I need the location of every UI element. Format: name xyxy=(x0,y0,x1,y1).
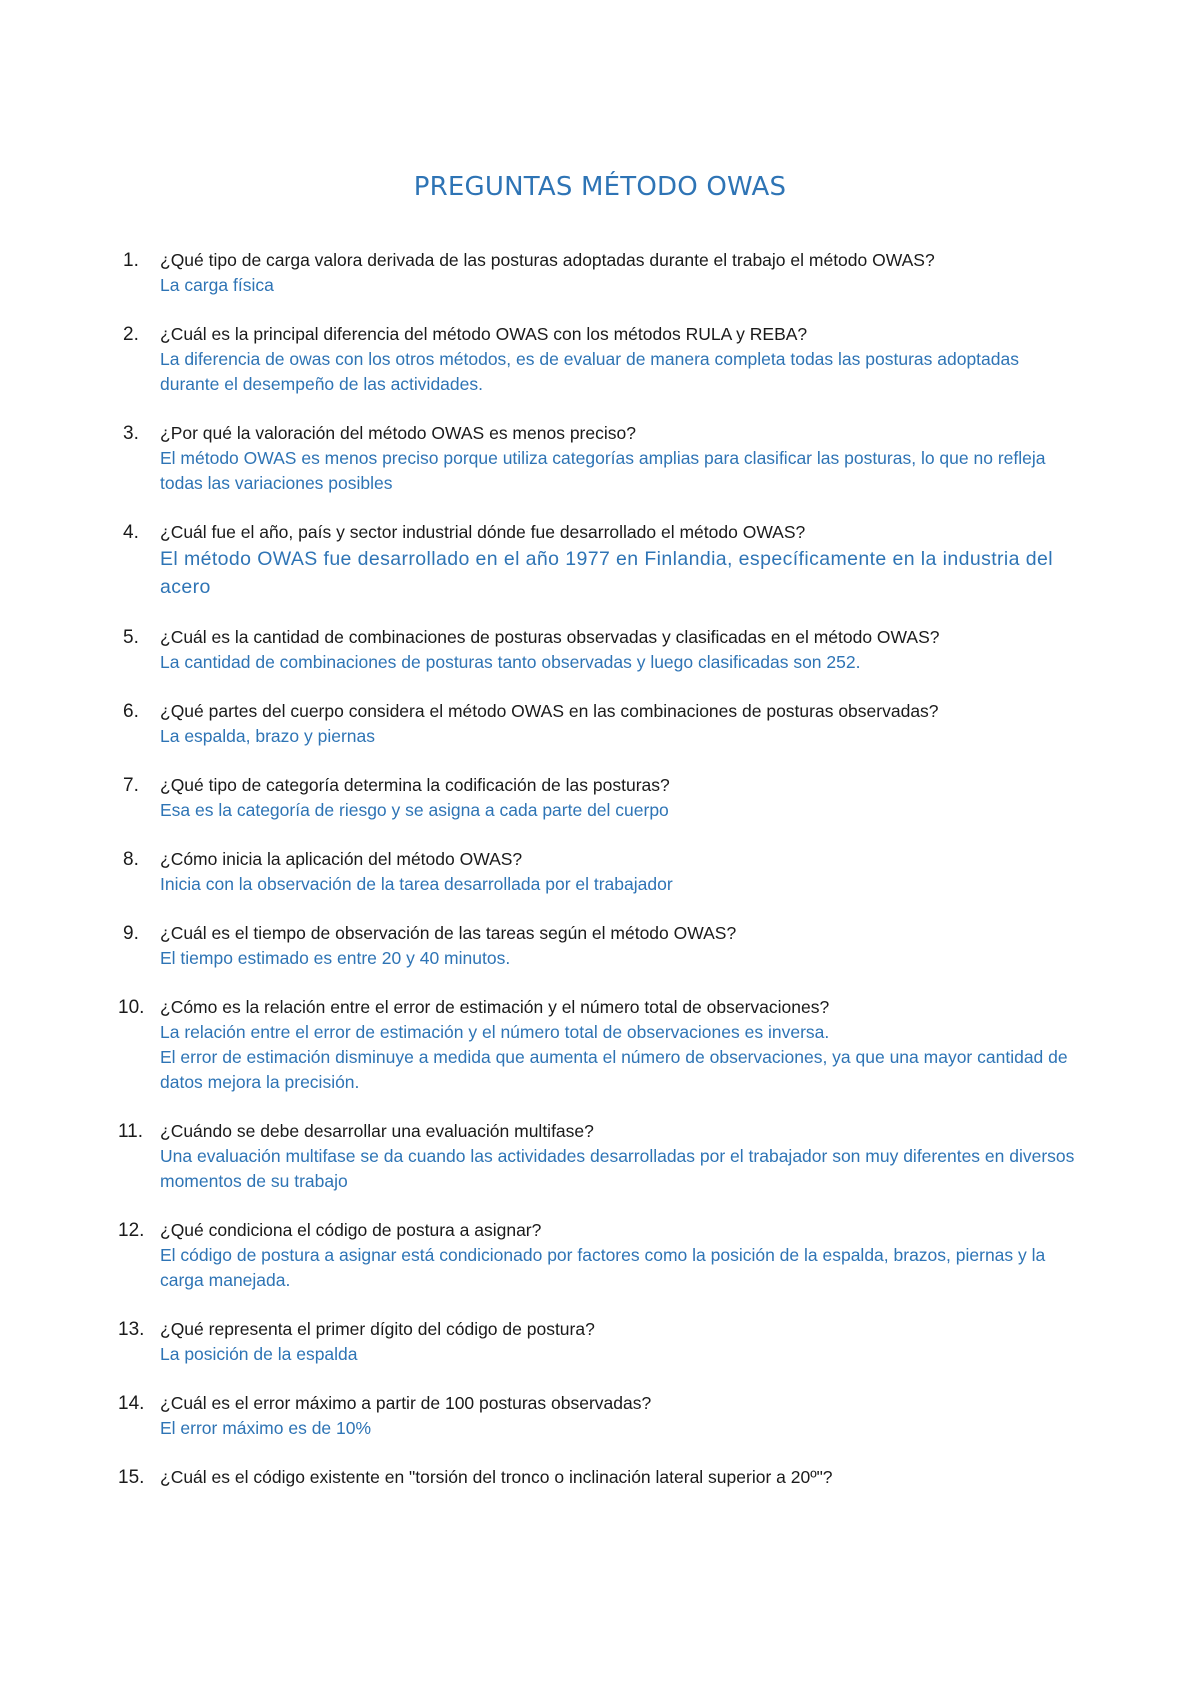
question-item-7 xyxy=(118,773,1078,823)
question-item-12 xyxy=(118,1218,1078,1293)
question-item-5 xyxy=(118,625,1078,675)
question-item-6 xyxy=(118,699,1078,749)
answer-text-continued: El error de estimación disminuye a medida que aumenta el número de observaciones, ya que una mayor cantidad de datos mejora la precisión. xyxy=(160,1047,1068,1092)
question-number: 8. xyxy=(123,849,139,870)
question-item-10 xyxy=(118,995,1078,1095)
question-number: 12. xyxy=(118,1220,145,1241)
answer-text: La cantidad de combinaciones de posturas tanto observadas y luego clasificadas son 252. xyxy=(160,652,861,672)
answer-text: Inicia con la observación de la tarea desarrollada por el trabajador xyxy=(160,874,673,894)
question-number: 9. xyxy=(123,923,139,944)
question-text: ¿Cuál fue el año, país y sector industrial dónde fue desarrollado el método OWAS? xyxy=(160,522,806,542)
answer-text: La relación entre el error de estimación y el número total de observaciones es inversa. xyxy=(160,1022,830,1042)
question-text: ¿Cuándo se debe desarrollar una evaluación multifase? xyxy=(160,1121,594,1141)
question-item-2 xyxy=(118,322,1078,397)
question-text: ¿Qué tipo de categoría determina la codificación de las posturas? xyxy=(160,775,670,795)
question-text: ¿Qué tipo de carga valora derivada de las posturas adoptadas durante el trabajo el método OWAS? xyxy=(160,250,935,270)
answer-text: El error máximo es de 10% xyxy=(160,1418,372,1438)
answer-text: La posición de la espalda xyxy=(160,1344,358,1364)
question-text: ¿Cómo inicia la aplicación del método OWAS? xyxy=(160,849,523,869)
question-text: ¿Qué partes del cuerpo considera el método OWAS en las combinaciones de posturas observadas? xyxy=(160,701,939,721)
answer-text: El tiempo estimado es entre 20 y 40 minutos. xyxy=(160,948,511,968)
question-number: 1. xyxy=(123,250,139,271)
question-text: ¿Qué condiciona el código de postura a asignar? xyxy=(160,1220,542,1240)
document-title: PREGUNTAS MÉTODO OWAS xyxy=(413,172,787,202)
question-number: 10. xyxy=(118,997,145,1018)
question-text: ¿Por qué la valoración del método OWAS es menos preciso? xyxy=(160,423,636,443)
question-number: 15. xyxy=(118,1467,145,1488)
question-number: 13. xyxy=(118,1319,145,1340)
question-number: 3. xyxy=(123,423,139,444)
question-item-3 xyxy=(118,421,1078,496)
question-item-9 xyxy=(118,921,1078,971)
question-number: 6. xyxy=(123,701,139,722)
question-text: ¿Cuál es el error máximo a partir de 100 posturas observadas? xyxy=(160,1393,652,1413)
question-number: 5. xyxy=(123,627,139,648)
question-item-14 xyxy=(118,1391,1078,1441)
question-text: ¿Qué representa el primer dígito del código de postura? xyxy=(160,1319,595,1339)
answer-text: La diferencia de owas con los otros métodos, es de evaluar de manera completa todas las posturas adoptadas durante el desempeño de las actividades. xyxy=(160,349,1019,394)
answer-text: La carga física xyxy=(160,275,274,295)
answer-text: El código de postura a asignar está condicionado por factores como la posición de la espalda, brazos, piernas y la carga manejada. xyxy=(160,1245,1046,1290)
question-item-1 xyxy=(118,248,1078,298)
answer-text: Esa es la categoría de riesgo y se asigna a cada parte del cuerpo xyxy=(160,800,669,820)
question-item-13 xyxy=(118,1317,1078,1367)
question-number: 2. xyxy=(123,324,139,345)
question-number: 11. xyxy=(118,1121,144,1142)
question-list xyxy=(118,248,1078,1514)
question-item-11 xyxy=(118,1119,1078,1194)
question-number: 4. xyxy=(123,522,139,543)
question-text: ¿Cuál es el código existente en "torsión del tronco o inclinación lateral superior a 20º"? xyxy=(160,1467,833,1487)
answer-text: La espalda, brazo y piernas xyxy=(160,726,375,746)
question-text: ¿Cómo es la relación entre el error de estimación y el número total de observaciones? xyxy=(160,997,830,1017)
answer-text: El método OWAS fue desarrollado en el año 1977 en Finlandia, específicamente en la industria del acero xyxy=(160,548,1053,598)
question-text: ¿Cuál es el tiempo de observación de las tareas según el método OWAS? xyxy=(160,923,737,943)
question-item-8 xyxy=(118,847,1078,897)
answer-text: El método OWAS es menos preciso porque utiliza categorías amplias para clasificar las posturas, lo que no refleja todas las variaciones posibles xyxy=(160,448,1046,493)
question-item-15 xyxy=(118,1465,1078,1490)
answer-text: Una evaluación multifase se da cuando las actividades desarrolladas por el trabajador son muy diferentes en diversos momentos de su trabajo xyxy=(160,1146,1075,1191)
question-text: ¿Cuál es la principal diferencia del método OWAS con los métodos RULA y REBA? xyxy=(160,324,808,344)
question-number: 14. xyxy=(118,1393,145,1414)
question-text: ¿Cuál es la cantidad de combinaciones de posturas observadas y clasificadas en el método OWAS? xyxy=(160,627,940,647)
question-number: 7. xyxy=(123,775,139,796)
question-item-4 xyxy=(118,520,1078,601)
